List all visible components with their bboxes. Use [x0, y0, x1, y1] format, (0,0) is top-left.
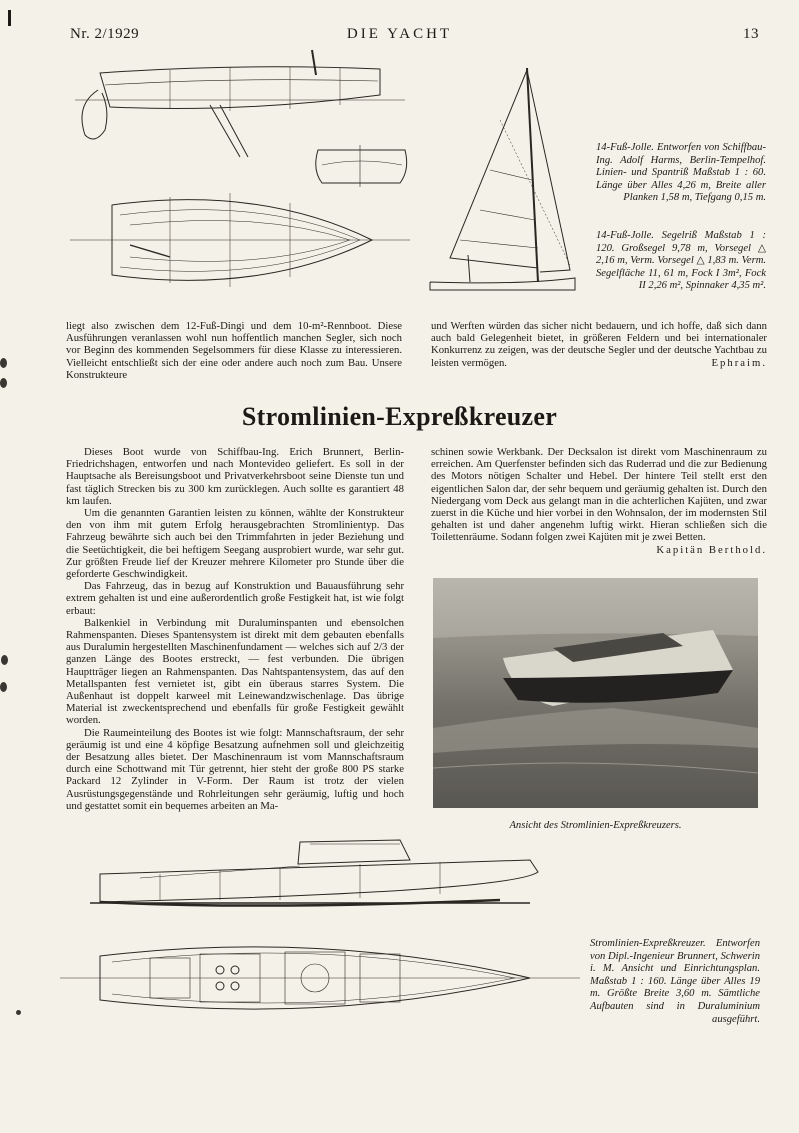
page-speck: [0, 682, 7, 692]
dinghy-plan-caption: 14-Fuß-Jolle. Entworfen von Schiffbau-Ing. Adolf Harms, Berlin-Tempelhof. Linien- und Spantriß Maßstab 1 : 60. Länge über Alles 4,26 m, Breite aller Planken 1,58 m, Tiefgang 0,15 m.: [596, 142, 766, 204]
cruiser-photo-illustration: [433, 578, 758, 808]
paragraph: Um die genannten Garantien leisten zu können, wählte der Konstrukteur den von ihm mit gutem Erfolg herausgebrachten Stromlinientyp. Das Fahrzeug bewährte sich auch bei den Trimmfahrten in jeder Beziehung und die Seetüchtigkeit, die bei heftigem Seegang ausprobiert wurde, war sehr gut. Zur größten Freude lief der Kreuzer mehrere Kilometer pro Stunde über die geforderte Geschwindigkeit.: [66, 507, 404, 581]
page-speck: [0, 358, 7, 368]
paragraph: Balkenkiel in Verbindung mit Duraluminspanten und ebensolchen Rahmenspanten. Dieses Spantensystem ist direkt mit dem gebauten ebenfalls aus Duralumin hergestellten Maschinenfundament — welches sich auf 2/3 der ganzen Länge des Bootes erstreckt, — fest verbunden. Die übrigen Hauptträger liegen an Rahmenspanten. Das Nahtspantensystem, das auf den Metallspanten fest vernietet ist, gibt ein überaus starres System. Die Außenhaut ist doppelt karweel mit Leinewandzwischenlage. Das übrige Material ist zweckentsprechend und ebenfalls für große Festigkeit gewählt worden.: [66, 616, 404, 727]
cruiser-photo: [433, 578, 758, 808]
sail-plan-drawing: [420, 60, 590, 300]
issue-number: Nr. 2/1929: [70, 26, 140, 42]
photo-caption: Ansicht des Stromlinien-Expreßkreuzers.: [509, 820, 682, 831]
cruiser-plan-drawing: [60, 830, 580, 1025]
page-speck: [1, 655, 8, 665]
magazine-title: DIE YACHT: [346, 26, 453, 42]
cruiser-plan-caption: Stromlinien-Expreßkreuzer. Entworfen von Dipl.-Ingenieur Brunnert, Schwerin i. M. Ansicht und Einrichtungsplan. Maßstab 1 : 160. Länge über Alles 19 m. Größte Breite 3,60 m. Sämtliche Aufbauten sind in Duraluminium ausgeführt.: [590, 938, 760, 1025]
article-headline: Stromlinien-Expreßkreuzer: [241, 402, 558, 431]
paragraph: schinen sowie Werkbank. Der Decksalon ist direkt vom Maschinenraum zu erreichen. Am Querfenster befinden sich das Ruderrad und die zur Bedienung des Motors nötigen Schalter und Hebel. Der hintere Teil stellt erst den eigentlichen Salon dar, der sehr bequem und geräumig gehalten ist. Durch den Niedergang vom Deck aus gelangt man in die achterlichen Kajüten, und zwar zuerst in die Küche und hier vorbei in den Wohnsalon, der im modernsten Stil gehalten ist und daher angenehm luftig wirkt. Hieran schließen sich die Toilettenräume. Sodann folgen zwei Kajüten mit je zwei Betten.: [431, 446, 767, 544]
previous-article-right-text: [431, 320, 767, 369]
article-left-column: [66, 446, 404, 812]
paragraph: Dieses Boot wurde von Schiffbau-Ing. Erich Brunnert, Berlin-Friedrichshagen, entworfen und nach Montevideo geliefert. Es soll in der Hauptsache als Bereisungsboot und Privatverkehrsboot seine Dienste tun und fast täglich Strecken bis zu 300 km zurücklegen. Auch sollte es garantiert 48 km laufen.: [66, 446, 404, 507]
page-speck: [0, 378, 7, 388]
article-right-column: [431, 446, 767, 556]
author-signature: Ephraim.: [711, 356, 767, 369]
paragraph: liegt also zwischen dem 12-Fuß-Dingi und dem 10-m²-Rennboot. Diese Ausführungen veranlassen wohl nun hoffentlich manchen Segler, sich noch vor Beginn des kommenden Segelsommers für diese Klasse zu interessieren. Vielleicht entschließt sich der eine oder andere auch noch zum Bau. Unsere Konstrukteure: [66, 320, 402, 381]
page-number: 13: [743, 26, 759, 42]
dinghy-lines-drawing: [60, 45, 420, 315]
binding-mark: [8, 10, 11, 26]
page-speck: [16, 1010, 21, 1015]
author-signature: Kapitän Berthold.: [656, 543, 767, 556]
paragraph: Die Raumeinteilung des Bootes ist wie folgt: Mannschaftsraum, der sehr geräumig ist und eine 4 köpfige Besatzung aufnehmen soll und gleichzeitig der Besatzung alles bietet. Der Maschinenraum ist vom Mannschaftsraum durch eine Schottwand mit Tür getrennt, hier steht der große 800 PS starke Packard 12 Zylinder in V-Form. Der Raum ist trotz der vielen Ausrüstungsgegenstände und Rohrleitungen sehr geräumig, luftig und hoch und gestattet somit ein bequemes arbeiten an Ma-: [66, 726, 404, 812]
paragraph: und Werften würden das sicher nicht bedauern, und ich hoffe, daß sich dann auch bald Gelegenheit bietet, in größeren Feldern und bei internationaler Konkurrenz zu zeigen, was der deutsche Segler und der deutsche Yachtbau zu leisten vermögen.: [431, 320, 767, 369]
paragraph: Das Fahrzeug, das in bezug auf Konstruktion und Bauausführung sehr extrem gehalten ist und eine außerordentlich große Festigkeit hat, ist wie folgt erbaut:: [66, 580, 404, 617]
dinghy-sail-caption: 14-Fuß-Jolle. Segelriß Maßstab 1 : 120. Großsegel 9,78 m, Vorsegel △ 2,16 m, Verm. Vorsegel △ 1,83 m. Verm. Segelfläche 11, 61 m, Fock I 3m², Fock II 2,26 m², Spinnaker 4,35 m².: [596, 230, 766, 292]
previous-article-left-text: [66, 320, 402, 381]
